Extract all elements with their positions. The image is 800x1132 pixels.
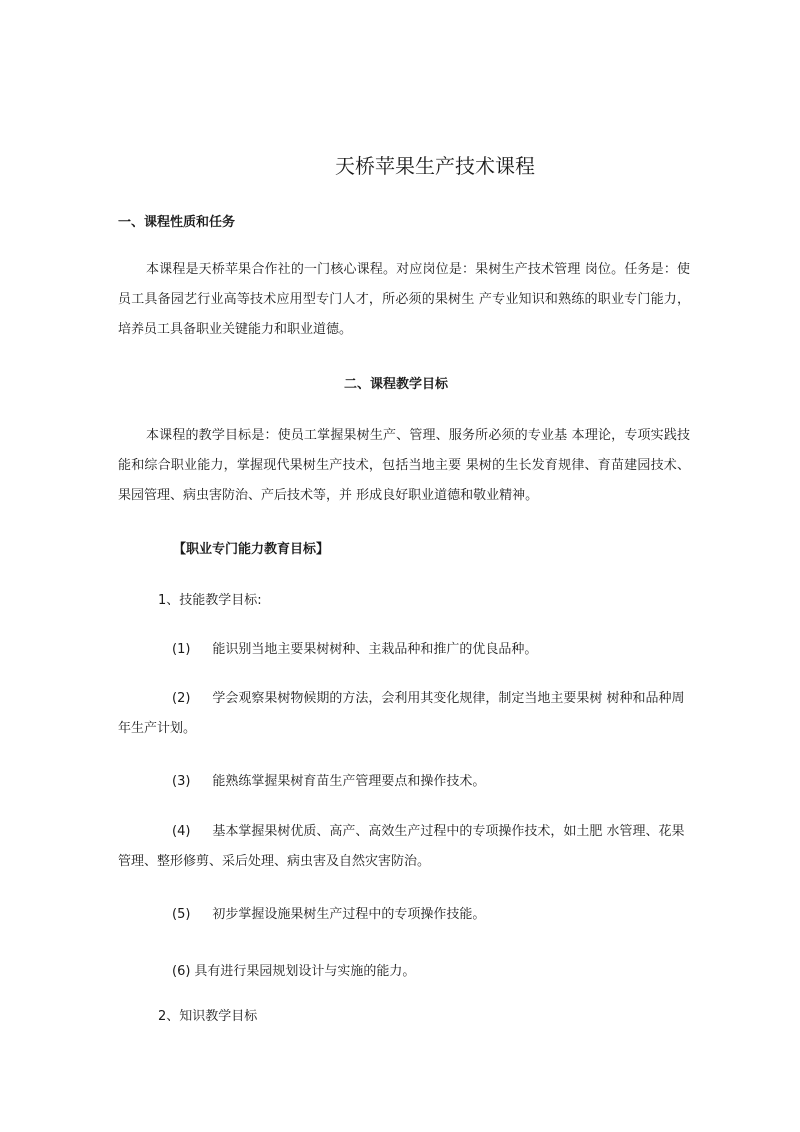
skill-item-number: (1) xyxy=(172,642,191,657)
skill-item-number: (2) xyxy=(172,691,191,706)
section-paragraph-nature: 本课程是天桥苹果合作社的一门核心课程。对应岗位是：果树生产技术管理 岗位。任务是：使员工具备园艺行业高等技术应用型专门人才，所必须的果树生 产专业知识和熟练的职业专门能力，培养员工具备职业关键能力和职业道德。 xyxy=(118,262,690,337)
knowledge-goals-label: 2、知识教学目标 xyxy=(158,1009,258,1024)
skill-item xyxy=(118,635,690,665)
skill-item-text: 具有进行果园规划设计与实施的能力。 xyxy=(194,964,416,979)
skill-item xyxy=(118,957,690,987)
skill-item-text: 能识别当地主要果树树种、主栽品种和推广的优良品种。 xyxy=(212,642,538,657)
subheading-professional-goals: 【职业专门能力教育目标】 xyxy=(173,542,330,557)
skill-item-number: (4) xyxy=(172,824,191,839)
skill-item xyxy=(118,684,690,744)
section-heading-nature: 一、课程性质和任务 xyxy=(118,215,236,230)
skill-goals-label: 1、技能教学目标: xyxy=(158,593,262,608)
skill-item-text: 能熟练掌握果树育苗生产管理要点和操作技术。 xyxy=(212,774,486,789)
skill-item-number: (5) xyxy=(172,907,191,922)
section-heading-goals: 二、课程教学目标 xyxy=(344,377,449,392)
skill-item-number: (6) xyxy=(172,964,191,979)
section-paragraph-goals: 本课程的教学目标是：使员工掌握果树生产、管理、服务所必须的专业基 本理论，专项实践技能和综合职业能力，掌握现代果树生产技术，包括当地主要 果树的生长发育规律、育苗建园技术、果园管理、病虫害防治、产后技术等，并 形成良好职业道德和敬业精神。 xyxy=(118,428,690,503)
skill-item-text: 初步掌握设施果树生产过程中的专项操作技能。 xyxy=(212,907,486,922)
document-title: 天桥苹果生产技术课程 xyxy=(335,154,535,178)
skill-item-text: 基本掌握果树优质、高产、高效生产过程中的专项操作技术，如土肥 水管理、花果管理、整形修剪、采后处理、病虫害及自然灾害防治。 xyxy=(118,824,685,869)
skill-item-number: (3) xyxy=(172,774,191,789)
skill-item xyxy=(118,900,690,930)
skill-item-text: 学会观察果树物候期的方法，会利用其变化规律，制定当地主要果树 树种和品种周年生产计划。 xyxy=(118,691,685,736)
skill-item xyxy=(118,767,690,797)
skill-item xyxy=(118,817,690,877)
